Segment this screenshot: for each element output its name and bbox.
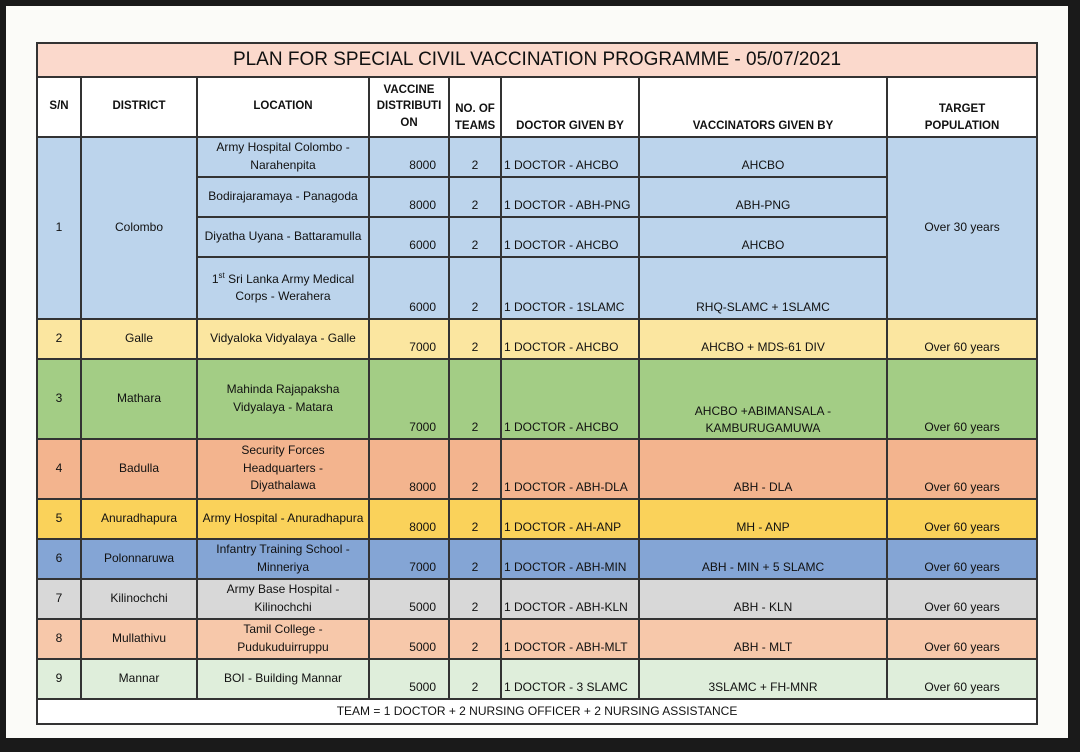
target-cell: Over 60 years — [887, 319, 1037, 359]
vaccine-cell: 5000 — [369, 579, 449, 619]
location-cell: Mahinda Rajapaksha Vidyalaya - Matara — [197, 359, 369, 439]
vaccinators-cell: MH - ANP — [639, 499, 887, 539]
vaccinators-cell: AHCBO + MDS-61 DIV — [639, 319, 887, 359]
doctor-cell: 1 DOCTOR - ABH-PNG — [501, 177, 639, 217]
location-cell: Bodirajaramaya - Panagoda — [197, 177, 369, 217]
district-cell: Mathara — [81, 359, 197, 439]
doctor-cell: 1 DOCTOR - AHCBO — [501, 359, 639, 439]
location-cell: Army Base Hospital - Kilinochchi — [197, 579, 369, 619]
sn-cell: 4 — [37, 439, 81, 499]
location-cell: 1st Sri Lanka Army Medical Corps - Werahera — [197, 257, 369, 319]
doctor-cell: 1 DOCTOR - AHCBO — [501, 217, 639, 257]
table-title: PLAN FOR SPECIAL CIVIL VACCINATION PROGRAMME - 05/07/2021 — [37, 43, 1037, 77]
vaccine-cell: 8000 — [369, 439, 449, 499]
table-row — [37, 499, 1037, 539]
table-row — [37, 439, 1037, 499]
location-cell: BOI - Building Mannar — [197, 659, 369, 699]
target-cell: Over 60 years — [887, 499, 1037, 539]
district-cell: Kilinochchi — [81, 579, 197, 619]
sn-cell: 7 — [37, 579, 81, 619]
vaccine-cell: 6000 — [369, 257, 449, 319]
target-cell: Over 60 years — [887, 439, 1037, 499]
table-row — [37, 539, 1037, 579]
location-cell: Diyatha Uyana - Battaramulla — [197, 217, 369, 257]
header-district: DISTRICT — [81, 77, 197, 137]
teams-cell: 2 — [449, 499, 501, 539]
vaccinators-cell: AHCBO — [639, 217, 887, 257]
target-cell: Over 60 years — [887, 659, 1037, 699]
table-row — [37, 359, 1037, 439]
district-cell: Colombo — [81, 137, 197, 319]
header-row — [37, 77, 1037, 137]
table-row — [37, 137, 1037, 177]
doctor-cell: 1 DOCTOR - ABH-KLN — [501, 579, 639, 619]
sn-cell: 9 — [37, 659, 81, 699]
teams-cell: 2 — [449, 319, 501, 359]
header-doctor: DOCTOR GIVEN BY — [501, 77, 639, 137]
location-cell: Infantry Training School - Minneriya — [197, 539, 369, 579]
vaccinators-cell: ABH - MLT — [639, 619, 887, 659]
teams-cell: 2 — [449, 177, 501, 217]
vaccinators-cell: AHCBO — [639, 137, 887, 177]
target-cell: Over 60 years — [887, 579, 1037, 619]
teams-cell: 2 — [449, 217, 501, 257]
sn-cell: 2 — [37, 319, 81, 359]
district-cell: Anuradhapura — [81, 499, 197, 539]
vaccinators-cell: RHQ-SLAMC + 1SLAMC — [639, 257, 887, 319]
doctor-cell: 1 DOCTOR - ABH-MIN — [501, 539, 639, 579]
header-target: TARGET POPULATION — [887, 77, 1037, 137]
doctor-cell: 1 DOCTOR - AHCBO — [501, 137, 639, 177]
vaccinators-cell: ABH - KLN — [639, 579, 887, 619]
teams-cell: 2 — [449, 619, 501, 659]
vaccine-cell: 7000 — [369, 359, 449, 439]
header-teams: NO. OF TEAMS — [449, 77, 501, 137]
teams-cell: 2 — [449, 659, 501, 699]
district-cell: Badulla — [81, 439, 197, 499]
sn-cell: 1 — [37, 137, 81, 319]
vaccination-plan-table — [36, 42, 1038, 725]
sn-cell: 8 — [37, 619, 81, 659]
location-cell: Vidyaloka Vidyalaya - Galle — [197, 319, 369, 359]
location-cell: Army Hospital - Anuradhapura — [197, 499, 369, 539]
vaccine-cell: 7000 — [369, 539, 449, 579]
doctor-cell: 1 DOCTOR - AH-ANP — [501, 499, 639, 539]
location-cell: Army Hospital Colombo - Narahenpita — [197, 137, 369, 177]
table-row — [37, 619, 1037, 659]
teams-cell: 2 — [449, 539, 501, 579]
target-cell: Over 60 years — [887, 619, 1037, 659]
vaccine-cell: 5000 — [369, 619, 449, 659]
doctor-cell: 1 DOCTOR - 3 SLAMC — [501, 659, 639, 699]
target-cell: Over 60 years — [887, 539, 1037, 579]
vaccinators-cell: ABH - DLA — [639, 439, 887, 499]
doctor-cell: 1 DOCTOR - ABH-MLT — [501, 619, 639, 659]
teams-cell: 2 — [449, 257, 501, 319]
target-cell: Over 30 years — [887, 137, 1037, 319]
table-row — [37, 319, 1037, 359]
table-row — [37, 579, 1037, 619]
teams-cell: 2 — [449, 579, 501, 619]
vaccinators-cell: ABH - MIN + 5 SLAMC — [639, 539, 887, 579]
header-sn: S/N — [37, 77, 81, 137]
teams-cell: 2 — [449, 439, 501, 499]
sn-cell: 3 — [37, 359, 81, 439]
header-location: LOCATION — [197, 77, 369, 137]
sn-cell: 6 — [37, 539, 81, 579]
target-cell: Over 60 years — [887, 359, 1037, 439]
vaccine-cell: 7000 — [369, 319, 449, 359]
title-row — [37, 43, 1037, 77]
vaccinators-cell: ABH-PNG — [639, 177, 887, 217]
location-cell: Tamil College - Pudukuduirruppu — [197, 619, 369, 659]
footer-row — [37, 699, 1037, 724]
sn-cell: 5 — [37, 499, 81, 539]
table-row — [37, 659, 1037, 699]
doctor-cell: 1 DOCTOR - 1SLAMC — [501, 257, 639, 319]
district-cell: Mannar — [81, 659, 197, 699]
teams-cell: 2 — [449, 137, 501, 177]
vaccinators-cell: AHCBO +ABIMANSALA - KAMBURUGAMUWA — [639, 359, 887, 439]
teams-cell: 2 — [449, 359, 501, 439]
header-vaccinators: VACCINATORS GIVEN BY — [639, 77, 887, 137]
header-vaccine: VACCINE DISTRIBUTI ON — [369, 77, 449, 137]
district-cell: Polonnaruwa — [81, 539, 197, 579]
vaccine-cell: 6000 — [369, 217, 449, 257]
vaccine-cell: 8000 — [369, 137, 449, 177]
doctor-cell: 1 DOCTOR - ABH-DLA — [501, 439, 639, 499]
doctor-cell: 1 DOCTOR - AHCBO — [501, 319, 639, 359]
district-cell: Galle — [81, 319, 197, 359]
location-cell: Security Forces Headquarters - Diyathalawa — [197, 439, 369, 499]
district-cell: Mullathivu — [81, 619, 197, 659]
vaccine-cell: 8000 — [369, 499, 449, 539]
document-page — [6, 6, 1068, 738]
vaccine-cell: 8000 — [369, 177, 449, 217]
team-footnote: TEAM = 1 DOCTOR + 2 NURSING OFFICER + 2 NURSING ASSISTANCE — [37, 699, 1037, 724]
vaccine-cell: 5000 — [369, 659, 449, 699]
vaccinators-cell: 3SLAMC + FH-MNR — [639, 659, 887, 699]
